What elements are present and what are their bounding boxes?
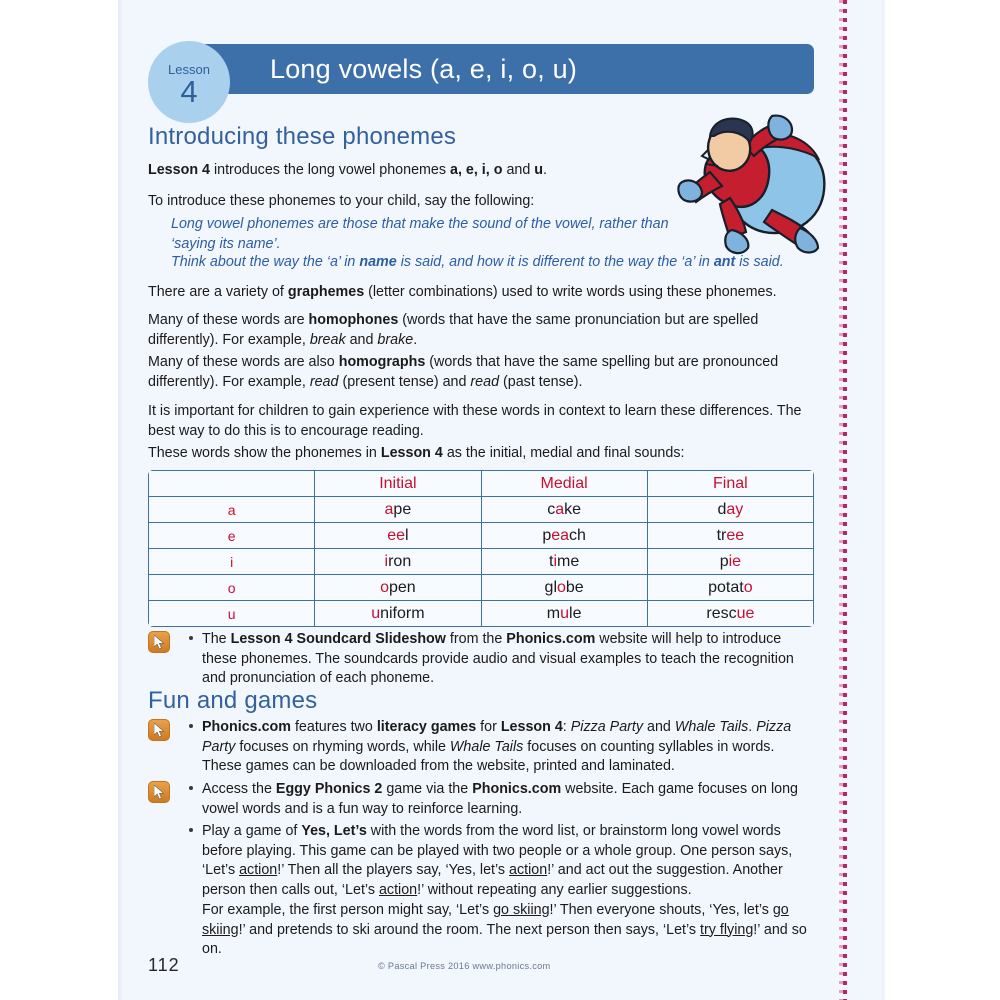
table-cell-initial: open: [315, 575, 481, 601]
table-col-blank: [149, 471, 315, 497]
ex-a: For example, the first person might say, ‘Let’s: [202, 902, 494, 918]
ex-e: !’ and pretends to ski around the room. The next person then says, ‘Let’s: [238, 921, 701, 938]
p5-g: (past tense).: [499, 373, 583, 390]
p7-a: These words show the phonemes in: [148, 445, 381, 461]
table-cell-vowel: a: [149, 497, 315, 523]
bullet-eggy-phonics-body: [148, 780, 814, 819]
ex-c: !’ Then everyone shouts, ‘Yes, let’s: [549, 902, 773, 918]
table-row: [149, 601, 814, 627]
quote2-e: is said.: [735, 254, 784, 270]
table-cell-vowel: i: [149, 549, 315, 575]
bullet-eggy-phonics-text: [202, 780, 814, 819]
intro-p1-vowels: a, e, i, o: [450, 162, 503, 178]
word-table-body: [149, 497, 814, 627]
table-cell-final: rescue: [647, 601, 813, 627]
eg-eggy-phonics: Eggy Phonics 2: [275, 781, 383, 797]
copyright-notice: © Pascal Press 2016 www.phonics.com: [378, 961, 551, 971]
lg-d: for: [476, 719, 501, 735]
heading-introducing-phonemes: Introducing these phonemes: [148, 123, 457, 150]
p4-e: and: [345, 331, 378, 348]
p5-e: (present tense) and: [338, 373, 471, 390]
bullet-soundcard-text: [202, 630, 814, 689]
intro-quote-1: Long vowel phonemes are those that make the sound of the vowel, rather than ‘saying its name’.: [171, 216, 669, 252]
bullet-soundcard-body: [148, 630, 814, 689]
p5-read-past: read: [470, 373, 500, 390]
lg-l: focuses on rhyming words, while: [235, 738, 450, 755]
table-cell-final: tree: [647, 523, 813, 549]
bullet-literacy-games: [148, 718, 814, 777]
bullet-dot: [189, 828, 193, 832]
bullet-dot: [189, 724, 193, 728]
intro-p1-lesson: Lesson 4: [148, 162, 210, 178]
table-cell-vowel: e: [149, 523, 315, 549]
lesson-header: [148, 44, 814, 109]
lg-b: features two: [290, 719, 377, 735]
table-cell-medial: time: [481, 549, 647, 575]
heading-fun-and-games: Fun and games: [148, 687, 318, 714]
sc-c: from the: [445, 631, 507, 647]
table-cell-final: pie: [647, 549, 813, 575]
bullet-eggy-phonics: [148, 780, 814, 819]
table-cell-initial: iron: [315, 549, 481, 575]
p3-graphemes: graphemes: [287, 284, 365, 300]
table-cell-vowel: o: [149, 575, 315, 601]
table-cell-medial: mule: [481, 601, 647, 627]
p4-brake: brake: [377, 331, 414, 348]
table-col-medial: Medial: [481, 471, 647, 497]
lg-lesson4: Lesson 4: [500, 719, 563, 735]
intro-quote-2: [148, 252, 814, 272]
p5-a: Many of these words are also: [148, 354, 339, 370]
table-cell-initial: uniform: [315, 601, 481, 627]
p4-g: .: [413, 331, 418, 348]
intro-paragraph-2: To introduce these phonemes to your child, say the following:: [148, 193, 535, 209]
page-right-edge: [882, 0, 886, 1000]
p4-break: break: [309, 331, 346, 348]
lg-whale-tails-2: Whale Tails: [449, 738, 524, 755]
table-cell-vowel: u: [149, 601, 315, 627]
p3-a: There are a variety of: [148, 284, 288, 300]
p5-homographs: homographs: [338, 354, 426, 370]
page-content: [148, 0, 814, 1000]
ex-try-flying: try flying: [700, 921, 754, 938]
intro-p1-last-vowel: u: [534, 162, 544, 178]
sc-slideshow: Lesson 4 Soundcard Slideshow: [230, 631, 446, 647]
intro-paragraph-5: [148, 353, 814, 392]
intro-paragraph-7: [148, 444, 814, 464]
table-cell-medial: peach: [481, 523, 647, 549]
lg-h: and: [643, 719, 675, 735]
table-row: [149, 523, 814, 549]
intro-p1-mid: introduces the long vowel phonemes: [209, 162, 451, 178]
lesson-badge-word: Lesson: [168, 62, 210, 77]
yl-action-3: action: [378, 881, 418, 898]
ex-go-skiing-2: go skiing: [202, 902, 789, 938]
ex-go-skiing-1: go skiing: [493, 902, 550, 918]
quote2-a: Think about the way the ‘a’ in: [171, 254, 360, 270]
bullet-dot: [189, 786, 193, 790]
table-row: [149, 575, 814, 601]
p3-c: (letter combinations) used to write words using these phonemes.: [364, 284, 777, 300]
lg-literacy-games: literacy games: [376, 719, 477, 735]
bullet-literacy-games-text: [202, 718, 814, 777]
lg-pizza-party: Pizza Party: [570, 719, 644, 735]
word-table: [148, 470, 814, 627]
example-paragraph-text: [202, 901, 814, 960]
lesson-badge: [148, 41, 230, 123]
word-table-wrapper: [148, 470, 814, 627]
yl-e: !’ Then all the players say, ‘Yes, let’s: [277, 862, 510, 878]
table-col-initial: Initial: [315, 471, 481, 497]
table-row: [149, 497, 814, 523]
cursor-icon[interactable]: [148, 719, 170, 741]
table-cell-initial: ape: [315, 497, 481, 523]
lg-j: .: [748, 719, 757, 735]
p4-a: Many of these words are: [148, 312, 309, 328]
sc-a: The: [202, 631, 231, 647]
bullet-yes-lets-text: [202, 822, 814, 900]
quote2-word-ant: ant: [713, 254, 736, 270]
eg-a: Access the: [202, 781, 276, 797]
table-cell-initial: eel: [315, 523, 481, 549]
sc-e: website will help to introduce these phonemes. The soundcards provide audio and visual examples to teach the recognition and pronunciation of each phoneme.: [202, 631, 794, 686]
intro-paragraph-3: [148, 283, 814, 303]
intro-p1-and: and: [502, 162, 535, 178]
table-cell-final: day: [647, 497, 813, 523]
quote2-c: is said, and how it is different to the way the ‘a’ in: [396, 254, 714, 270]
lg-n: focuses on counting syllables in words. These games can be downloaded from the website, printed and laminated.: [202, 738, 775, 774]
yl-i: !’ without repeating any earlier suggestions.: [417, 881, 692, 898]
ex-g: !’ and so on.: [202, 921, 807, 957]
table-row: [149, 549, 814, 575]
p7-lesson4: Lesson 4: [380, 445, 443, 461]
page-left-shadow: [118, 0, 123, 1000]
p4-c: (words that have the same pronunciation but are spelled differently). For example,: [148, 312, 759, 348]
intro-p1-period: .: [543, 162, 547, 178]
lesson-title: Long vowels (a, e, i, o, u): [270, 53, 578, 84]
p4-homophones: homophones: [308, 312, 399, 328]
eg-c: game via the: [382, 781, 473, 797]
bullet-literacy-games-body: [148, 718, 814, 777]
yl-a: Play a game of: [202, 823, 302, 839]
lg-phonics-link[interactable]: Phonics.com: [202, 719, 291, 735]
table-header-row: [149, 471, 814, 497]
intro-paragraph-6: It is important for children to gain experience with these words in context to learn these differences. The best way to do this is to encourage reading.: [148, 403, 802, 439]
table-cell-medial: globe: [481, 575, 647, 601]
p5-c: (words that have the same spelling but are pronounced differently). For example,: [148, 354, 779, 390]
bullet-soundcard: [148, 630, 814, 689]
flying-superhero-illustration: [668, 106, 838, 266]
yl-action-1: action: [239, 862, 278, 878]
lesson-title-bar: [196, 44, 814, 94]
cursor-icon[interactable]: [148, 781, 170, 803]
p5-read-present: read: [309, 373, 339, 390]
table-cell-final: potato: [647, 575, 813, 601]
sc-phonics-link[interactable]: Phonics.com: [506, 631, 596, 647]
lg-whale-tails: Whale Tails: [674, 719, 749, 735]
spine-dotted-line: [843, 0, 847, 1000]
quote2-word-name: name: [359, 254, 397, 270]
table-col-final: Final: [647, 471, 813, 497]
yl-game-name: Yes, Let’s: [301, 823, 367, 839]
yl-c: with the words from the word list, or brainstorm long vowel words before playing. This game can be played with two people or a whole group. One person says, ‘Let’s: [202, 823, 793, 878]
p7-c: as the initial, medial and final sounds:: [442, 445, 685, 461]
eg-phonics-link[interactable]: Phonics.com: [472, 781, 562, 797]
lg-f: :: [562, 719, 571, 735]
bullet-yes-lets: [148, 822, 814, 900]
bullet-yes-lets-body: [148, 822, 814, 900]
yl-action-2: action: [509, 862, 548, 878]
intro-paragraph-1: [148, 161, 708, 181]
lesson-badge-number: 4: [180, 74, 198, 109]
page-number: 112: [148, 955, 180, 975]
eg-e: website. Each game focuses on long vowel words and is a fun way to reinforce learning.: [202, 781, 799, 817]
bullet-dot: [189, 636, 193, 640]
lg-pizza-party-2: Pizza Party: [202, 719, 792, 755]
intro-paragraph-4: [148, 311, 808, 350]
example-paragraph-block: [202, 901, 814, 960]
cursor-icon[interactable]: [148, 631, 170, 653]
table-cell-medial: cake: [481, 497, 647, 523]
yl-g: !’ and act out the suggestion. Another person then calls out, ‘Let’s: [202, 862, 783, 898]
